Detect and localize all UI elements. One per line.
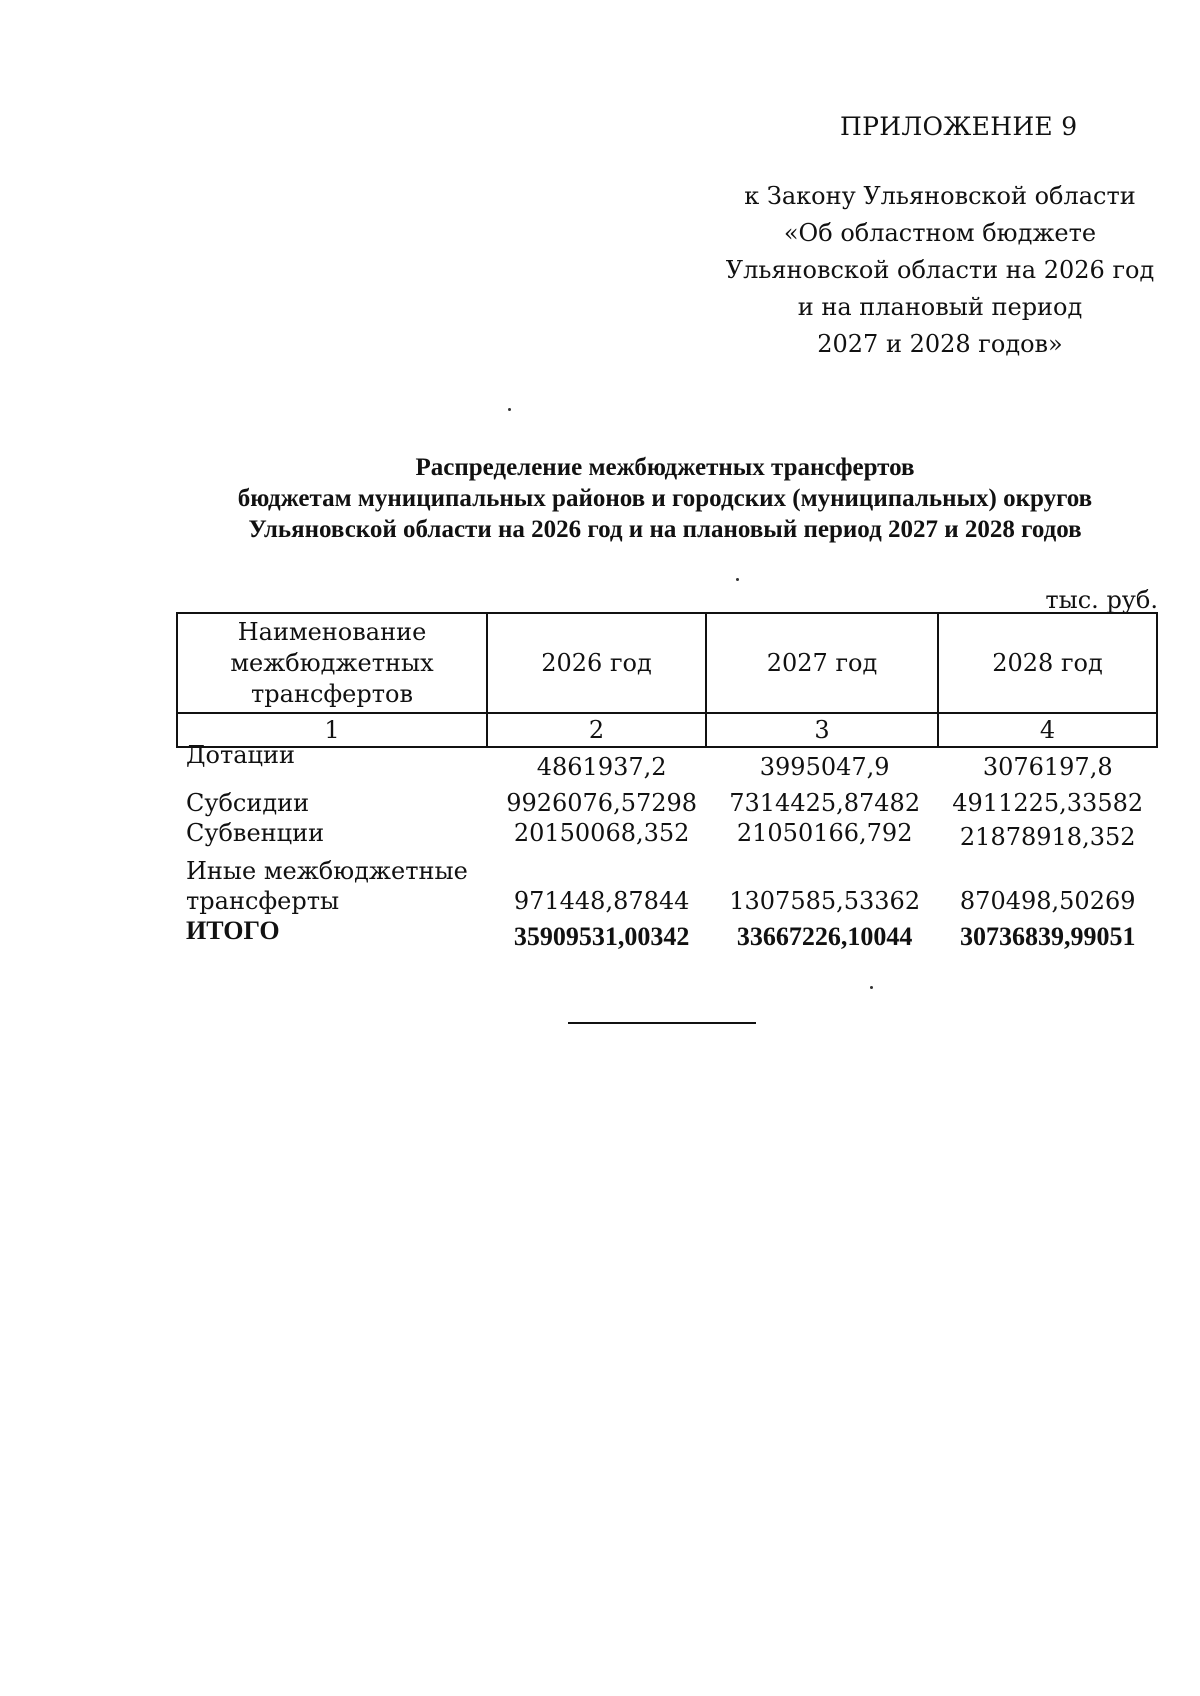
row-name: Дотации — [186, 741, 295, 769]
column-header-2027: 2027 год — [706, 613, 938, 713]
row-name-line: Иные межбюджетные — [186, 857, 468, 885]
row-value-2027: 7314425,87482 — [729, 789, 921, 817]
scan-speck — [508, 408, 511, 411]
table-row — [176, 818, 1156, 852]
row-value-2028: 3076197,8 — [982, 753, 1113, 781]
law-reference-line: 2027 и 2028 годов» — [817, 330, 1063, 358]
total-value-2027: 33667226,10044 — [736, 922, 913, 951]
units-label: тыс. руб. — [1045, 586, 1158, 614]
document-title — [170, 452, 1160, 545]
scan-speck — [736, 578, 739, 581]
row-name-line: трансферты — [186, 887, 340, 915]
total-value-2026: 35909531,00342 — [513, 922, 690, 951]
total-label: ИТОГО — [186, 916, 280, 945]
end-divider — [568, 1022, 756, 1024]
column-header-2026: 2026 год — [487, 613, 706, 713]
scan-speck — [870, 986, 873, 989]
column-number: 3 — [706, 713, 938, 747]
row-name: Субсидии — [186, 789, 310, 817]
law-reference-line: «Об областном бюджете — [783, 219, 1097, 247]
row-value-2026: 9926076,57298 — [506, 789, 698, 817]
row-value-2026: 971448,87844 — [513, 887, 690, 915]
table-header — [176, 612, 1158, 748]
table-total-row — [176, 916, 1156, 952]
law-reference-line: к Закону Ульяновской области — [744, 182, 1136, 210]
row-value-2027: 3995047,9 — [759, 753, 890, 781]
title-line: Распределение межбюджетных трансфертов — [415, 454, 915, 481]
column-number: 1 — [177, 713, 487, 747]
row-value-2026: 4861937,2 — [536, 753, 667, 781]
column-header-line: трансфертов — [251, 679, 413, 708]
row-value-2027: 21050166,792 — [736, 819, 913, 847]
law-reference-line: и на плановый период — [797, 293, 1083, 321]
column-header-line: Наименование — [237, 617, 427, 646]
row-name — [176, 856, 493, 916]
total-value-2028: 30736839,99051 — [959, 922, 1136, 951]
title-line: бюджетам муниципальных районов и городских (муниципальных) округов — [237, 485, 1093, 512]
title-line: Ульяновской области на 2026 год и на плановый период 2027 и 2028 годов — [248, 516, 1082, 543]
table-row — [176, 852, 1156, 916]
row-name: Субвенции — [186, 819, 325, 847]
table-row — [176, 782, 1156, 818]
column-header-name — [177, 613, 487, 713]
law-reference — [720, 178, 1160, 363]
table-row — [176, 742, 1156, 782]
row-value-2027: 1307585,53362 — [729, 887, 921, 915]
column-number: 4 — [938, 713, 1157, 747]
row-value-2028: 21878918,352 — [959, 823, 1136, 851]
row-value-2028: 870498,50269 — [959, 887, 1136, 915]
column-header-2028: 2028 год — [938, 613, 1157, 713]
row-value-2026: 20150068,352 — [513, 819, 690, 847]
table-body — [176, 742, 1156, 952]
column-number: 2 — [487, 713, 706, 747]
column-header-line: межбюджетных — [230, 648, 434, 677]
appendix-title: ПРИЛОЖЕНИЕ 9 — [840, 112, 1078, 141]
row-value-2028: 4911225,33582 — [952, 789, 1144, 817]
law-reference-line: Ульяновской области на 2026 год — [725, 256, 1155, 284]
